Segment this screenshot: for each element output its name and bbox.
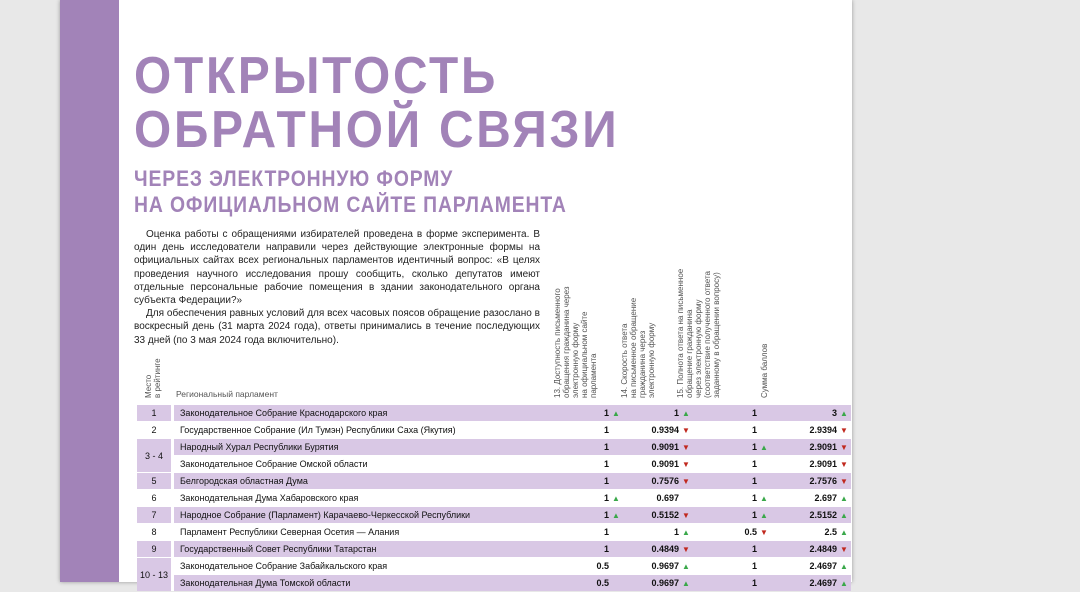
score-cell-c4	[771, 575, 851, 591]
score-value: 1	[603, 527, 609, 537]
region-cell: Законодательное Собрание Омской области	[174, 456, 553, 472]
arrow-down-icon: ▼	[840, 443, 848, 453]
score-cell-c3	[693, 541, 771, 557]
score-cell-c1	[553, 575, 623, 591]
title-line-1: ОТКРЫТОСТЬ	[134, 47, 499, 105]
table-row	[137, 575, 851, 591]
score-cell-c4	[771, 405, 851, 421]
arrow-down-icon: ▼	[840, 545, 848, 555]
score-cell-c2	[623, 456, 693, 472]
score-cell-c4	[771, 422, 851, 438]
score-value: 2.4697	[809, 577, 837, 588]
score-value: 1	[673, 407, 679, 418]
region-cell: Народный Хурал Республики Бурятия	[174, 439, 553, 455]
score-cell-c2	[623, 439, 693, 455]
arrow-up-icon: ▲	[760, 443, 768, 453]
rank-cell: 3 - 4	[137, 439, 171, 472]
rating-table	[137, 404, 851, 592]
rank-cell: 1	[137, 405, 171, 421]
score-value: 1	[603, 425, 609, 435]
region-cell: Парламент Республики Северная Осетия — Алания	[174, 524, 553, 540]
score-value: 2.5152	[809, 509, 837, 520]
score-value: 1	[751, 408, 757, 418]
rank-cell: 10 - 13	[137, 558, 171, 591]
score-cell-c1	[553, 422, 623, 438]
score-value: 1	[751, 578, 757, 588]
rank-cell: 7	[137, 507, 171, 523]
score-cell-c3	[693, 524, 771, 540]
score-cell-c3	[693, 439, 771, 455]
arrow-up-icon: ▲	[840, 511, 848, 521]
header-col-15: 15. Полнота ответа на письменное обращение гражданина через электронную форму (соответствие полученного ответа заданному в обращении вопросу)	[676, 268, 721, 398]
score-cell-c2	[623, 558, 693, 574]
decorative-side-bar	[60, 0, 119, 582]
score-cell-c4	[771, 524, 851, 540]
arrow-up-icon: ▲	[840, 562, 848, 572]
score-cell-c4	[771, 507, 851, 523]
score-value: 1	[603, 442, 609, 452]
region-cell: Белгородская областная Дума	[174, 473, 553, 489]
table-row	[137, 524, 851, 540]
intro-paragraph-1: Оценка работы с обращениями избирателей проведена в форме эксперимента. В один день исследователи направили через действующие электронные формы на официальных сайтах всех региональных парламентов идентичный вопрос: «В целях проведения научного исследования прошу сообщить, сколько депутатов имеют отдельные персональные рабочие помещения в здании законодательного органа субъекта Федерации?»	[134, 229, 540, 307]
title-line-2: ОБРАТНОЙ СВЯЗИ	[134, 101, 620, 159]
score-value: 0.5	[744, 526, 757, 537]
score-value: 1	[751, 459, 757, 469]
arrow-up-icon: ▲	[840, 579, 848, 589]
arrow-up-icon: ▲	[682, 562, 690, 572]
score-cell-c3	[693, 405, 771, 421]
arrow-up-icon: ▲	[612, 511, 620, 521]
arrow-down-icon: ▼	[760, 528, 768, 538]
score-value: 3	[831, 407, 837, 418]
rank-cell: 2	[137, 422, 171, 438]
header-place: Место в рейтинге	[144, 358, 162, 398]
table-row	[137, 473, 851, 489]
arrow-down-icon: ▼	[682, 426, 690, 436]
region-cell: Народное Собрание (Парламент) Карачаево-Черкесской Республики	[174, 507, 553, 523]
arrow-down-icon: ▼	[840, 477, 848, 487]
score-cell-c2	[623, 524, 693, 540]
score-cell-c3	[693, 558, 771, 574]
score-cell-c2	[623, 422, 693, 438]
arrow-up-icon: ▲	[682, 409, 690, 419]
intro-text	[134, 228, 540, 347]
arrow-up-icon: ▲	[840, 409, 848, 419]
score-value: 0.9394	[651, 424, 679, 435]
arrow-down-icon: ▼	[682, 443, 690, 453]
arrow-up-icon: ▲	[840, 528, 848, 538]
score-value: 2.5	[824, 526, 837, 537]
score-cell-c2	[623, 405, 693, 421]
score-cell-c3	[693, 490, 771, 506]
table-row	[137, 405, 851, 421]
arrow-up-icon: ▲	[682, 528, 690, 538]
score-value: 0.5	[596, 561, 609, 571]
arrow-up-icon: ▲	[760, 494, 768, 504]
score-value: 1	[751, 476, 757, 486]
score-cell-c3	[693, 507, 771, 523]
score-cell-c1	[553, 456, 623, 472]
region-cell: Законодательная Дума Томской области	[174, 575, 553, 591]
region-cell: Государственное Собрание (Ил Тумэн) Республики Саха (Якутия)	[174, 422, 553, 438]
score-value: 2.9394	[809, 424, 837, 435]
score-value: 1	[751, 441, 757, 452]
score-cell-c1	[553, 405, 623, 421]
document-page	[60, 0, 852, 589]
score-value: 1	[751, 492, 757, 503]
score-value: 2.4849	[809, 543, 837, 554]
score-value: 0.9697	[651, 560, 679, 571]
table-row	[137, 439, 851, 455]
score-cell-c1	[553, 524, 623, 540]
score-cell-c4	[771, 541, 851, 557]
header-region: Региональный парламент	[176, 389, 278, 399]
score-value: 0.9091	[651, 458, 679, 469]
table-row	[137, 541, 851, 557]
score-cell-c4	[771, 473, 851, 489]
score-cell-c1	[553, 558, 623, 574]
arrow-up-icon: ▲	[760, 511, 768, 521]
score-value: 2.697	[814, 492, 837, 503]
score-value: 1	[673, 526, 679, 537]
score-cell-c1	[553, 541, 623, 557]
arrow-up-icon: ▲	[612, 409, 620, 419]
table-row	[137, 507, 851, 523]
table-row	[137, 456, 851, 472]
table-row	[137, 490, 851, 506]
score-cell-c2	[623, 575, 693, 591]
score-value: 2.4697	[809, 560, 837, 571]
arrow-up-icon: ▲	[682, 579, 690, 589]
table-row	[137, 558, 851, 574]
rank-cell: 5	[137, 473, 171, 489]
score-cell-c3	[693, 422, 771, 438]
arrow-down-icon: ▼	[682, 511, 690, 521]
score-cell-c1	[553, 507, 623, 523]
score-cell-c3	[693, 473, 771, 489]
region-cell: Законодательное Собрание Забайкальского края	[174, 558, 553, 574]
rank-cell: 9	[137, 541, 171, 557]
score-value: 1	[603, 492, 609, 503]
score-value: 1	[603, 544, 609, 554]
score-value: 0.7576	[651, 475, 679, 486]
score-value: 1	[751, 509, 757, 520]
region-cell: Законодательная Дума Хабаровского края	[174, 490, 553, 506]
rank-cell: 6	[137, 490, 171, 506]
score-value: 0.9091	[651, 441, 679, 452]
arrow-up-icon: ▲	[612, 494, 620, 504]
score-value: 1	[603, 476, 609, 486]
score-cell-c2	[623, 507, 693, 523]
arrow-down-icon: ▼	[682, 477, 690, 487]
score-value: 0.5152	[651, 509, 679, 520]
score-cell-c2	[623, 541, 693, 557]
score-cell-c3	[693, 456, 771, 472]
arrow-down-icon: ▼	[682, 460, 690, 470]
score-value: 2.9091	[809, 458, 837, 469]
score-cell-c1	[553, 439, 623, 455]
subtitle-line-1: ЧЕРЕЗ ЭЛЕКТРОННУЮ ФОРМУ	[134, 166, 454, 191]
score-value: 1	[603, 509, 609, 520]
score-cell-c2	[623, 473, 693, 489]
score-cell-c4	[771, 490, 851, 506]
arrow-up-icon: ▲	[840, 494, 848, 504]
score-value: 1	[751, 425, 757, 435]
score-cell-c4	[771, 439, 851, 455]
arrow-down-icon: ▼	[682, 545, 690, 555]
intro-paragraph-2: Для обеспечения равных условий для всех часовых поясов обращение разослано в воскресный день (31 марта 2024 года), ответы принимались в течение последующих 33 дней (по 3 мая 2024 года включительно).	[134, 308, 540, 346]
score-cell-c4	[771, 456, 851, 472]
score-value: 0.5	[596, 578, 609, 588]
score-cell-c1	[553, 473, 623, 489]
score-value: 0.697	[656, 493, 679, 503]
score-value: 2.9091	[809, 441, 837, 452]
score-value: 1	[751, 561, 757, 571]
header-col-14: 14. Скорость ответа на письменное обращение гражданина через электронную форму	[620, 297, 656, 398]
header-col-13: 13. Доступность письменного обращения гражданина через электронную форму на официальном сайте парламента	[553, 286, 598, 398]
score-value: 1	[603, 407, 609, 418]
region-cell: Государственный Совет Республики Татарстан	[174, 541, 553, 557]
subtitle-line-2: НА ОФИЦИАЛЬНОМ САЙТЕ ПАРЛАМЕНТА	[134, 192, 567, 217]
score-cell-c3	[693, 575, 771, 591]
score-value: 0.9697	[651, 577, 679, 588]
score-value: 0.4849	[651, 543, 679, 554]
score-cell-c2	[623, 490, 693, 506]
arrow-down-icon: ▼	[840, 426, 848, 436]
score-cell-c4	[771, 558, 851, 574]
arrow-down-icon: ▼	[840, 460, 848, 470]
score-value: 1	[751, 544, 757, 554]
region-cell: Законодательное Собрание Краснодарского края	[174, 405, 553, 421]
table-row	[137, 422, 851, 438]
rank-cell: 8	[137, 524, 171, 540]
score-cell-c1	[553, 490, 623, 506]
score-value: 1	[603, 459, 609, 469]
score-value: 2.7576	[809, 475, 837, 486]
header-sum: Сумма баллов	[760, 343, 769, 398]
